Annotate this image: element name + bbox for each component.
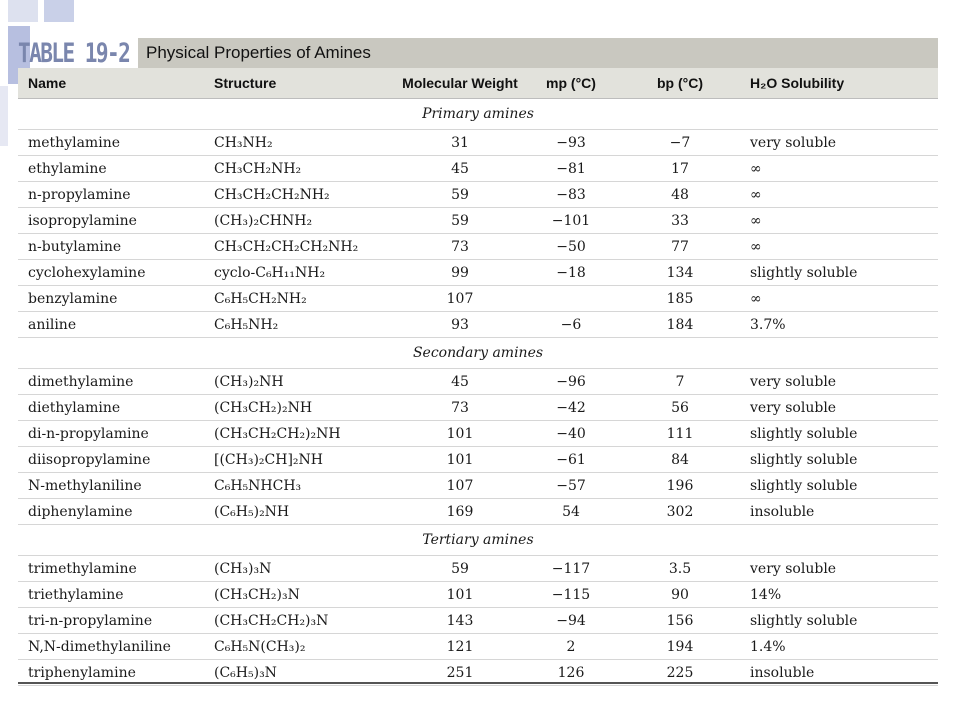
cell-name: methylamine bbox=[28, 134, 120, 151]
cell-solubility: very soluble bbox=[750, 399, 837, 416]
table-row bbox=[18, 130, 938, 156]
cell-solubility: ∞ bbox=[750, 186, 762, 203]
cell-structure: CH₃CH₂CH₂NH₂ bbox=[214, 186, 330, 203]
decorative-square bbox=[44, 0, 74, 22]
cell-structure: (CH₃CH₂CH₂)₃N bbox=[214, 612, 329, 629]
cell-bp: 225 bbox=[666, 664, 694, 681]
cell-bp: 156 bbox=[666, 612, 694, 629]
cell-bp: 77 bbox=[671, 238, 689, 255]
cell-bp: 48 bbox=[671, 186, 689, 203]
section-heading: Tertiary amines bbox=[18, 525, 938, 556]
column-header-name: Name bbox=[28, 75, 67, 91]
table-title: Physical Properties of Amines bbox=[146, 43, 371, 62]
cell-structure: C₆H₅N(CH₃)₂ bbox=[214, 638, 306, 655]
cell-bp: 185 bbox=[666, 290, 694, 307]
cell-mw: 73 bbox=[451, 238, 469, 255]
column-header-bp: bp (°C) bbox=[656, 75, 704, 91]
cell-name: trimethylamine bbox=[28, 560, 137, 577]
table-row bbox=[18, 369, 938, 395]
table-row bbox=[18, 608, 938, 634]
cell-mw: 45 bbox=[451, 160, 469, 177]
cell-name: triphenylamine bbox=[28, 664, 136, 681]
section-heading: Primary amines bbox=[18, 99, 938, 130]
cell-structure: (CH₃CH₂)₂NH bbox=[214, 399, 313, 416]
cell-bp: 33 bbox=[671, 212, 689, 229]
table-row bbox=[18, 234, 938, 260]
cell-mp: 54 bbox=[562, 503, 580, 520]
amines-table bbox=[18, 68, 938, 686]
column-header-molecular-weight: Molecular Weight bbox=[402, 75, 518, 91]
table-row bbox=[18, 286, 938, 312]
cell-solubility: slightly soluble bbox=[750, 425, 858, 442]
cell-solubility: 3.7% bbox=[750, 316, 786, 333]
cell-name: N,N-dimethylaniline bbox=[28, 638, 171, 655]
cell-bp: 134 bbox=[666, 264, 694, 281]
cell-name: isopropylamine bbox=[28, 212, 137, 229]
cell-mp: −40 bbox=[556, 425, 586, 442]
cell-mp: −61 bbox=[556, 451, 586, 468]
cell-mp: −42 bbox=[556, 399, 586, 416]
section-heading: Secondary amines bbox=[18, 338, 938, 369]
cell-bp: 196 bbox=[666, 477, 694, 494]
cell-name: tri-n-propylamine bbox=[28, 612, 153, 629]
table-row bbox=[18, 260, 938, 286]
cell-name: N-methylaniline bbox=[28, 477, 142, 494]
cell-mw: 169 bbox=[446, 503, 474, 520]
cell-mp: −93 bbox=[556, 134, 586, 151]
cell-mw: 101 bbox=[446, 586, 474, 603]
cell-mp: −117 bbox=[551, 560, 591, 577]
cell-solubility: ∞ bbox=[750, 238, 762, 255]
table-row bbox=[18, 395, 938, 421]
cell-bp: 3.5 bbox=[668, 560, 692, 577]
cell-mw: 101 bbox=[446, 425, 474, 442]
cell-mw: 251 bbox=[446, 664, 474, 681]
cell-mp: −57 bbox=[556, 477, 586, 494]
cell-mw: 121 bbox=[446, 638, 474, 655]
decorative-square bbox=[8, 0, 38, 22]
cell-name: cyclohexylamine bbox=[28, 264, 146, 281]
cell-bp: 194 bbox=[666, 638, 694, 655]
cell-mw: 59 bbox=[451, 186, 469, 203]
decorative-bar bbox=[0, 86, 8, 146]
table-bottom-rule bbox=[18, 682, 938, 684]
table-row bbox=[18, 447, 938, 473]
cell-solubility: insoluble bbox=[750, 503, 815, 520]
cell-bp: 184 bbox=[666, 316, 694, 333]
cell-mp: −94 bbox=[556, 612, 586, 629]
cell-solubility: ∞ bbox=[750, 212, 762, 229]
cell-structure: C₆H₅NHCH₃ bbox=[214, 477, 302, 494]
cell-structure: cyclo-C₆H₁₁NH₂ bbox=[214, 264, 326, 281]
cell-structure: C₆H₅NH₂ bbox=[214, 316, 279, 333]
cell-mw: 101 bbox=[446, 451, 474, 468]
column-header-mp: mp (°C) bbox=[546, 75, 596, 91]
cell-structure: [(CH₃)₂CH]₂NH bbox=[214, 451, 323, 468]
cell-structure: CH₃CH₂NH₂ bbox=[214, 160, 302, 177]
table-row bbox=[18, 556, 938, 582]
cell-name: benzylamine bbox=[28, 290, 118, 307]
cell-structure: (CH₃CH₂CH₂)₂NH bbox=[214, 425, 341, 442]
cell-solubility: slightly soluble bbox=[750, 451, 858, 468]
table-row bbox=[18, 473, 938, 499]
cell-solubility: very soluble bbox=[750, 560, 837, 577]
cell-name: triethylamine bbox=[28, 586, 124, 603]
cell-structure: (CH₃)₃N bbox=[214, 560, 272, 577]
cell-structure: (C₆H₅)₃N bbox=[214, 664, 277, 681]
cell-solubility: very soluble bbox=[750, 373, 837, 390]
cell-mp: −18 bbox=[556, 264, 586, 281]
cell-structure: (CH₃)₂NH bbox=[214, 373, 284, 390]
column-header-row bbox=[18, 68, 938, 99]
cell-name: diisopropylamine bbox=[28, 451, 151, 468]
cell-mp: −101 bbox=[551, 212, 591, 229]
cell-bp: 111 bbox=[666, 425, 694, 442]
cell-name: dimethylamine bbox=[28, 373, 134, 390]
cell-solubility: 14% bbox=[750, 586, 782, 603]
cell-bp: 17 bbox=[671, 160, 689, 177]
table-label: TABLE 19-2 bbox=[18, 37, 130, 69]
table-row bbox=[18, 312, 938, 338]
cell-name: ethylamine bbox=[28, 160, 107, 177]
cell-mp: 126 bbox=[557, 664, 585, 681]
cell-structure: (CH₃)₂CHNH₂ bbox=[214, 212, 313, 229]
cell-mp: −81 bbox=[556, 160, 586, 177]
cell-solubility: slightly soluble bbox=[750, 264, 858, 281]
cell-mw: 107 bbox=[446, 290, 474, 307]
cell-solubility: 1.4% bbox=[750, 638, 786, 655]
table-row bbox=[18, 156, 938, 182]
cell-name: n-propylamine bbox=[28, 186, 131, 203]
cell-mw: 59 bbox=[451, 560, 469, 577]
cell-solubility: insoluble bbox=[750, 664, 815, 681]
cell-bp: 90 bbox=[671, 586, 689, 603]
cell-bp: −7 bbox=[669, 134, 691, 151]
cell-mp: −96 bbox=[556, 373, 586, 390]
cell-structure: CH₃CH₂CH₂CH₂NH₂ bbox=[214, 238, 359, 255]
cell-name: diethylamine bbox=[28, 399, 121, 416]
cell-structure: (CH₃CH₂)₃N bbox=[214, 586, 300, 603]
cell-mw: 107 bbox=[446, 477, 474, 494]
cell-mp: −83 bbox=[556, 186, 586, 203]
table-row bbox=[18, 208, 938, 234]
table-title-bar bbox=[138, 38, 938, 68]
table-row bbox=[18, 582, 938, 608]
cell-solubility: very soluble bbox=[750, 134, 837, 151]
cell-mp: −115 bbox=[551, 586, 591, 603]
column-header-solubility: H₂O Solubility bbox=[750, 75, 845, 91]
table-row bbox=[18, 499, 938, 525]
table-row bbox=[18, 634, 938, 660]
cell-solubility: ∞ bbox=[750, 160, 762, 177]
cell-bp: 302 bbox=[666, 503, 694, 520]
cell-bp: 7 bbox=[675, 373, 685, 390]
cell-solubility: ∞ bbox=[750, 290, 762, 307]
cell-structure: (C₆H₅)₂NH bbox=[214, 503, 290, 520]
cell-mp: 2 bbox=[566, 638, 576, 655]
cell-name: n-butylamine bbox=[28, 238, 122, 255]
cell-mw: 143 bbox=[446, 612, 474, 629]
cell-mw: 73 bbox=[451, 399, 469, 416]
cell-mp: −50 bbox=[556, 238, 586, 255]
cell-mw: 45 bbox=[451, 373, 469, 390]
cell-bp: 84 bbox=[671, 451, 689, 468]
cell-mw: 31 bbox=[451, 134, 469, 151]
table-row bbox=[18, 182, 938, 208]
cell-mw: 93 bbox=[451, 316, 469, 333]
cell-solubility: slightly soluble bbox=[750, 477, 858, 494]
cell-structure: C₆H₅CH₂NH₂ bbox=[214, 290, 307, 307]
cell-name: aniline bbox=[28, 316, 77, 333]
cell-mp: −6 bbox=[560, 316, 582, 333]
cell-structure: CH₃NH₂ bbox=[214, 134, 273, 151]
table-row bbox=[18, 421, 938, 447]
cell-name: di-n-propylamine bbox=[28, 425, 149, 442]
column-header-structure: Structure bbox=[214, 75, 277, 91]
table-header bbox=[18, 38, 938, 68]
cell-mw: 99 bbox=[451, 264, 469, 281]
cell-mw: 59 bbox=[451, 212, 469, 229]
cell-solubility: slightly soluble bbox=[750, 612, 858, 629]
cell-name: diphenylamine bbox=[28, 503, 133, 520]
cell-bp: 56 bbox=[671, 399, 689, 416]
